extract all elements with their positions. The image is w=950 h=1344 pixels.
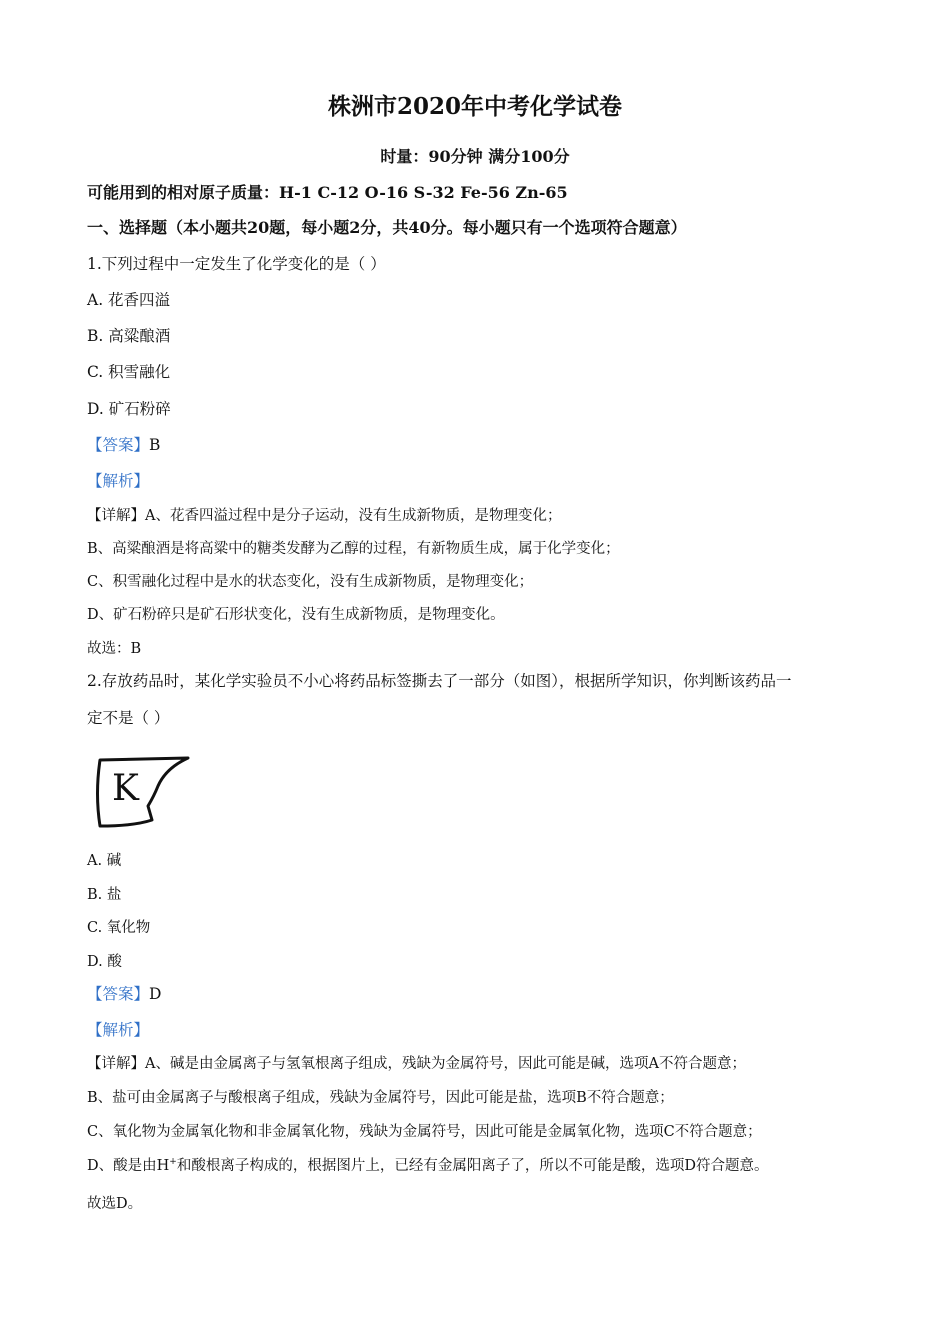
- detail-tag: 【详解】: [87, 1056, 145, 1072]
- page-title: 株洲市2020年中考化学试卷: [327, 93, 622, 120]
- answer-tag: 【答案】: [87, 985, 150, 1003]
- q2-answer: [87, 982, 161, 1004]
- q2-detail-d: [87, 1154, 768, 1175]
- q2-option-c: C. 氧化物: [87, 920, 151, 936]
- question-2-stem-line2: 定不是（ ）: [87, 709, 170, 727]
- q2-option-b: B. 盐: [87, 887, 122, 903]
- q2-detail-c: C、氧化物为金属氧化物和非金属氧化物，残缺为金属符号，因此可能是金属氧化物，选项C不符合题意；: [87, 1124, 762, 1140]
- section-heading: 一、选择题（本小题共20题，每小题2分，共40分。每小题只有一个选项符合题意）: [87, 218, 687, 237]
- q2-option-a: A. 碱: [87, 853, 122, 869]
- detail-text: A、碱是由金属离子与氢氧根离子组成，残缺为金属符号，因此可能是碱，选项A不符合题意；: [145, 1056, 746, 1072]
- q2-conclusion: 故选D。: [87, 1196, 143, 1212]
- q1-detail-c: C、积雪融化过程中是水的状态变化，没有生成新物质，是物理变化；: [87, 574, 534, 590]
- answer-value: D: [149, 985, 162, 1003]
- q2-option-d: D. 酸: [87, 954, 122, 970]
- q2-detail-b: B、盐可由金属离子与酸根离子组成，残缺为金属符号，因此可能是盐，选项B不符合题意；: [87, 1090, 674, 1106]
- q1-option-c: C. 积雪融化: [87, 363, 171, 381]
- q1-option-d: D. 矿石粉碎: [87, 400, 171, 418]
- q1-conclusion: 故选：B: [87, 641, 142, 657]
- answer-tag: 【答案】: [87, 436, 150, 454]
- detail-text: D、酸是由H: [87, 1158, 170, 1174]
- q1-answer: [87, 433, 160, 455]
- question-1-stem: 1.下列过程中一定发生了化学变化的是（ ）: [87, 255, 386, 273]
- detail-text: A、花香四溢过程中是分子运动，没有生成新物质，是物理变化；: [145, 508, 562, 524]
- answer-value: B: [149, 436, 161, 454]
- detail-tag: 【详解】: [87, 508, 145, 524]
- q1-detail-d: D、矿石粉碎只是矿石形状变化，没有生成新物质，是物理变化。: [87, 607, 505, 623]
- q1-detail-b: B、高粱酿酒是将高粱中的糖类发酵为乙醇的过程，有新物质生成，属于化学变化；: [87, 541, 620, 557]
- q2-detail-a: [87, 1052, 746, 1073]
- label-letter: K: [112, 768, 139, 809]
- q1-detail-a: [87, 504, 561, 525]
- torn-label-figure: [92, 754, 196, 830]
- atomic-mass-info: 可能用到的相对原子质量：H-1 C-12 O-16 S-32 Fe-56 Zn-65: [87, 183, 568, 202]
- detail-text: 和酸根离子构成的，根据图片上，已经有金属阳离子了，所以不可能是酸，选项D符合题意。: [176, 1158, 769, 1174]
- q1-analysis-tag: 【解析】: [87, 472, 150, 490]
- q1-option-a: A. 花香四溢: [87, 291, 171, 309]
- question-2-stem-line1: 2.存放药品时，某化学实验员不小心将药品标签撕去了一部分（如图），根据所学知识，你判断该药品一: [87, 672, 792, 690]
- exam-time-score: 时量：90分钟 满分100分: [380, 147, 570, 166]
- q1-option-b: B. 高粱酿酒: [87, 327, 171, 345]
- ion-charge: +: [169, 1157, 177, 1168]
- q2-analysis-tag: 【解析】: [87, 1021, 150, 1039]
